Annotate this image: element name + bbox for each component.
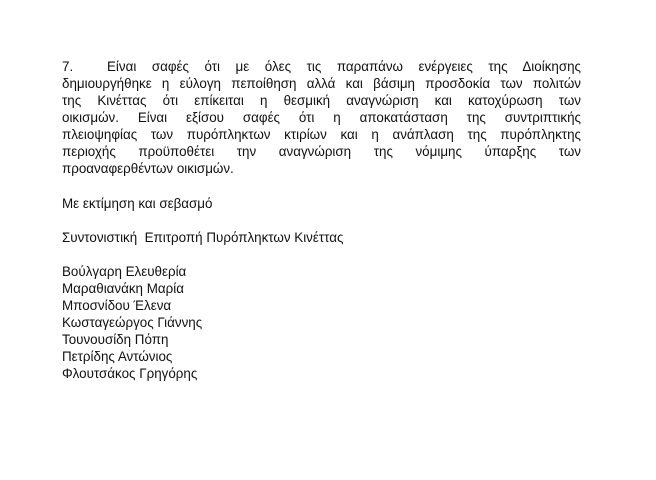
- paragraph-line: προαναφερθέντων οικισμών.: [62, 161, 234, 176]
- signatory-name: Κωσταγεώργος Γιάννης: [62, 315, 203, 330]
- signatory-name: Βούλγαρη Ελευθερία: [62, 264, 187, 279]
- signatory-name: Φλουτσάκος Γρηγόρης: [62, 366, 198, 381]
- paragraph-line: της Κινέττας ότι επίκειται η θεσμική αναγνώριση και κατοχύρωση των: [62, 93, 581, 108]
- signatory-list: [62, 263, 202, 382]
- paragraph-number: 7.: [62, 59, 74, 74]
- closing-salutation: Με εκτίμηση και σεβασμό: [62, 196, 213, 211]
- paragraph-line-text: Είναι σαφές ότι με όλες τις παραπάνω ενέργειες της Διοίκησης: [107, 59, 581, 74]
- paragraph-line: οικισμών. Είναι εξίσου σαφές ότι η αποκατάσταση της συντριπτικής: [62, 110, 581, 125]
- paragraph-line: δημιουργήθηκε η εύλογη πεποίθηση αλλά και βάσιμη προσδοκία των πολιτών: [62, 76, 581, 91]
- paragraph-line: περιοχής προϋποθέτει την αναγνώριση της νόμιμης ύπαρξης των: [62, 144, 581, 159]
- paragraph-line: [62, 58, 581, 75]
- committee-name: Συντονιστική Επιτροπή Πυρόπληκτων Κινέττας: [62, 230, 344, 245]
- signatory-name: Μαραθιανάκη Μαρία: [62, 281, 184, 296]
- signatory-name: Τουνουσίδη Πόπη: [62, 332, 169, 347]
- signatory-name: Πετρίδης Αντώνιος: [62, 349, 173, 364]
- paragraph-line: πλειοψηφίας των πυρόπληκτων κτιρίων και η ανάπλαση της πυρόπληκτης: [62, 127, 581, 142]
- signatory-name: Μποσνίδου Έλενα: [62, 298, 172, 313]
- paragraph-7: [62, 58, 581, 177]
